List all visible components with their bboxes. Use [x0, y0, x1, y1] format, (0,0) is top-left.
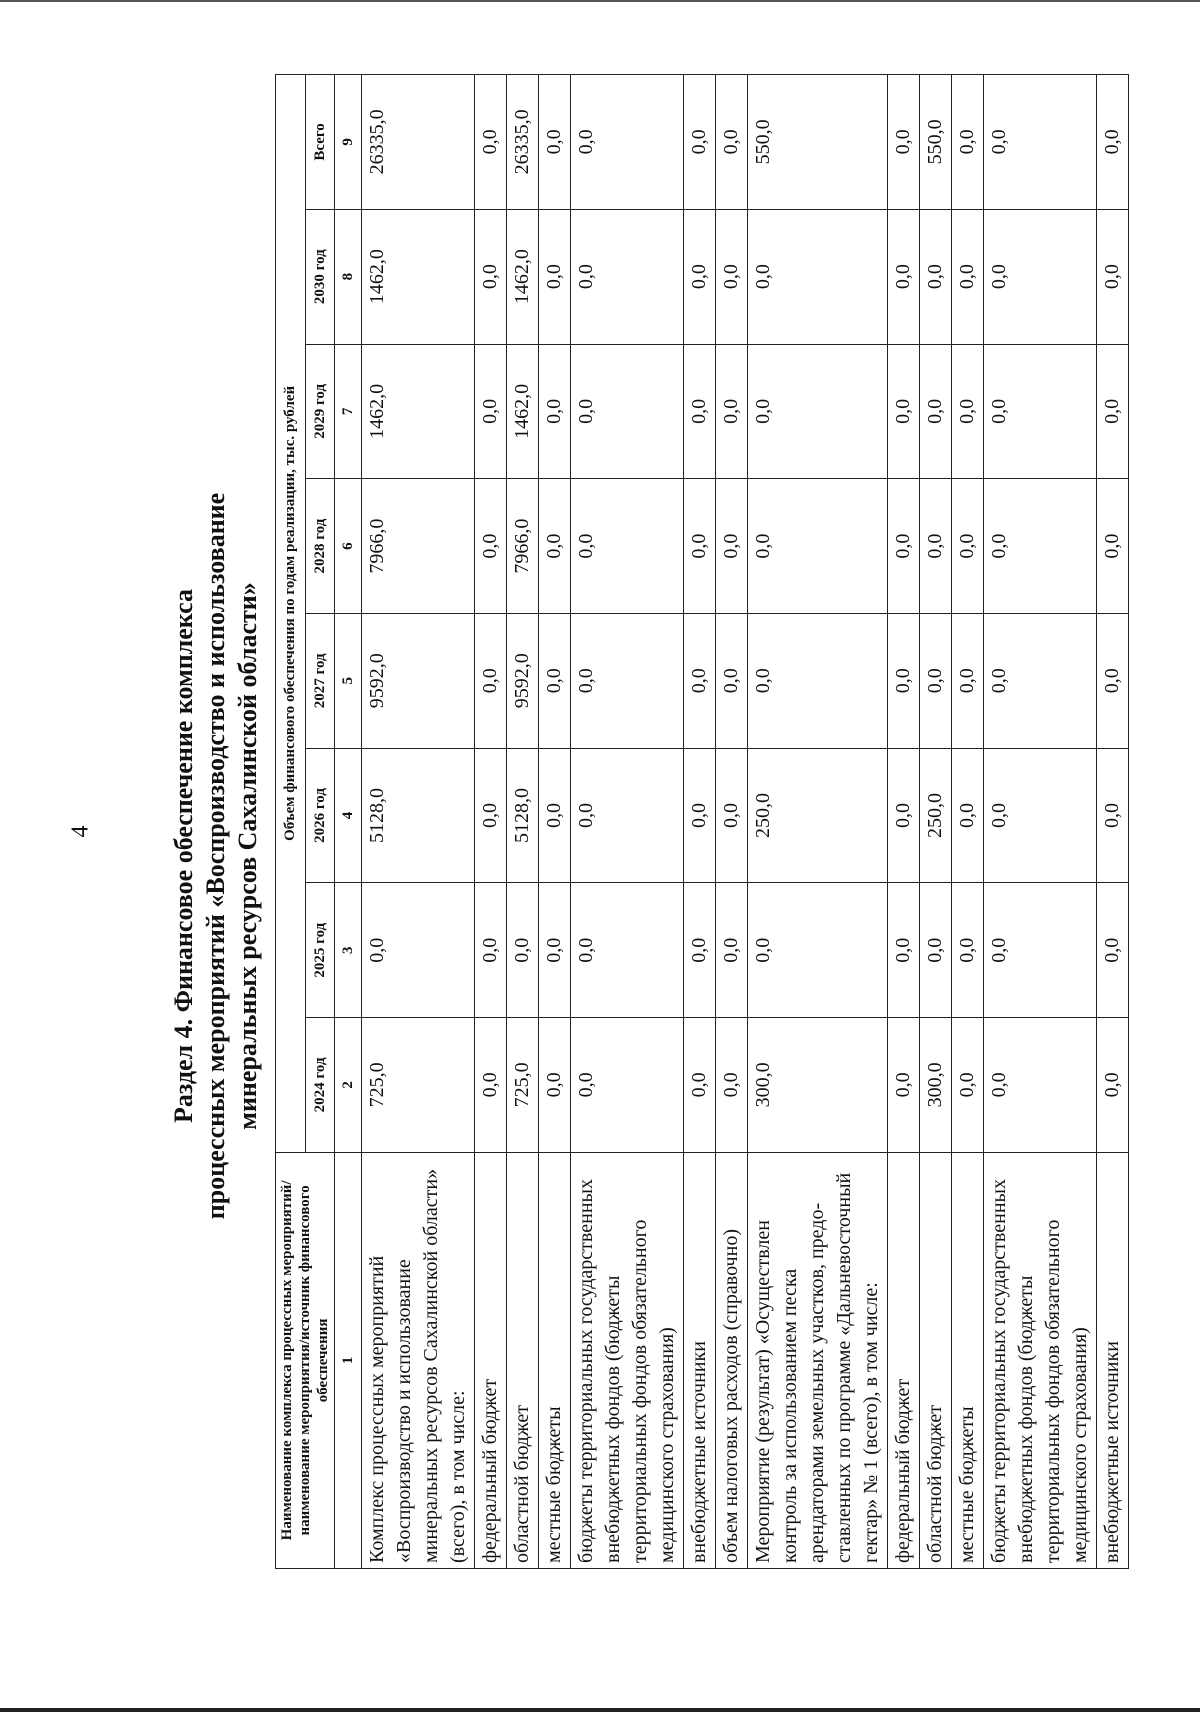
row-value-cell: 0,0	[539, 613, 571, 748]
row-value-cell: 0,0	[571, 344, 684, 479]
table-row	[362, 75, 475, 1569]
total-header: Всего	[305, 75, 335, 210]
row-value-cell: 300,0	[920, 1018, 952, 1153]
row-name-cell: федеральный бюджет	[475, 1152, 507, 1568]
row-name-cell: областной бюджет	[920, 1152, 952, 1568]
section-title-line: Раздел 4. Финансовое обеспечение комплекса	[169, 589, 198, 1123]
row-value-cell: 725,0	[507, 1018, 539, 1153]
table-row	[748, 75, 888, 1569]
year-header: 2025 год	[305, 883, 335, 1018]
column-number: 5	[335, 613, 362, 748]
row-value-cell: 0,0	[684, 479, 716, 614]
row-value-cell: 0,0	[684, 748, 716, 883]
row-value-cell: 0,0	[571, 209, 684, 344]
row-value-cell: 0,0	[888, 209, 920, 344]
row-name-cell: областной бюджет	[507, 1152, 539, 1568]
row-value-cell: 1462,0	[507, 344, 539, 479]
row-value-cell: 0,0	[984, 748, 1097, 883]
header-row	[276, 75, 306, 1569]
row-value-cell: 250,0	[748, 748, 888, 883]
row-value-cell: 725,0	[362, 1018, 475, 1153]
row-value-cell: 0,0	[748, 479, 888, 614]
row-value-cell: 0,0	[952, 748, 984, 883]
row-value-cell: 0,0	[920, 209, 952, 344]
scan-edge-bottom	[0, 1708, 1200, 1712]
row-value-cell: 0,0	[952, 209, 984, 344]
row-value-cell: 0,0	[539, 883, 571, 1018]
row-total-cell: 550,0	[920, 75, 952, 210]
row-value-cell: 0,0	[716, 479, 748, 614]
row-value-cell: 9592,0	[507, 613, 539, 748]
row-value-cell: 7966,0	[362, 479, 475, 614]
row-value-cell: 1462,0	[362, 209, 475, 344]
row-value-cell: 0,0	[475, 344, 507, 479]
row-name-cell: внебюджетные источники	[684, 1152, 716, 1568]
table-row	[952, 75, 984, 1569]
row-value-cell: 1462,0	[362, 344, 475, 479]
row-value-cell: 0,0	[984, 344, 1097, 479]
row-value-cell: 0,0	[716, 1018, 748, 1153]
row-value-cell: 0,0	[748, 613, 888, 748]
row-value-cell: 0,0	[684, 209, 716, 344]
row-name-cell: объем налоговых расходов (справочно)	[716, 1152, 748, 1568]
row-value-cell: 0,0	[748, 209, 888, 344]
row-value-cell: 0,0	[1097, 613, 1129, 748]
row-total-cell: 0,0	[888, 75, 920, 210]
year-header: 2028 год	[305, 479, 335, 614]
row-value-cell: 0,0	[716, 209, 748, 344]
row-value-cell: 7966,0	[507, 479, 539, 614]
row-value-cell: 0,0	[716, 344, 748, 479]
header-volume-cell: Объем финансового обеспечения по годам реализации, тыс. рублей	[276, 75, 306, 1153]
row-total-cell: 0,0	[716, 75, 748, 210]
row-value-cell: 0,0	[888, 1018, 920, 1153]
row-value-cell: 0,0	[952, 1018, 984, 1153]
row-value-cell: 0,0	[920, 613, 952, 748]
row-value-cell: 0,0	[1097, 344, 1129, 479]
row-value-cell: 0,0	[984, 479, 1097, 614]
row-value-cell: 0,0	[1097, 883, 1129, 1018]
row-name-cell: Мероприятие (результат) «Осуществлен контроль за использованием песка арендаторами земельных участков, предоставленных по программе «Дальневосточный гектар» № 1 (всего), в том числе:	[748, 1152, 888, 1568]
row-value-cell: 0,0	[1097, 479, 1129, 614]
row-value-cell: 0,0	[475, 1018, 507, 1153]
row-value-cell: 0,0	[507, 883, 539, 1018]
row-name-cell: федеральный бюджет	[888, 1152, 920, 1568]
year-header: 2027 год	[305, 613, 335, 748]
row-value-cell: 0,0	[716, 613, 748, 748]
row-value-cell: 0,0	[539, 748, 571, 883]
table-row	[475, 75, 507, 1569]
row-value-cell: 0,0	[475, 883, 507, 1018]
row-value-cell: 0,0	[571, 479, 684, 614]
row-value-cell: 0,0	[952, 883, 984, 1018]
row-name-cell: внебюджетные источники	[1097, 1152, 1129, 1568]
table-row	[507, 75, 539, 1569]
row-value-cell: 0,0	[888, 613, 920, 748]
row-value-cell: 0,0	[920, 479, 952, 614]
column-number: 1	[335, 1152, 362, 1568]
row-total-cell: 0,0	[539, 75, 571, 210]
row-value-cell: 0,0	[684, 883, 716, 1018]
row-value-cell: 0,0	[539, 344, 571, 479]
row-value-cell: 0,0	[684, 344, 716, 479]
year-header: 2029 год	[305, 344, 335, 479]
row-value-cell: 0,0	[684, 613, 716, 748]
row-value-cell: 0,0	[571, 883, 684, 1018]
row-value-cell: 0,0	[748, 883, 888, 1018]
row-value-cell: 0,0	[362, 883, 475, 1018]
row-value-cell: 0,0	[571, 748, 684, 883]
row-value-cell: 0,0	[888, 883, 920, 1018]
page-number: 4	[67, 825, 94, 838]
row-value-cell: 0,0	[539, 479, 571, 614]
table-row	[539, 75, 571, 1569]
table-body	[362, 75, 1129, 1569]
table-row	[684, 75, 716, 1569]
table-row	[888, 75, 920, 1569]
row-value-cell: 0,0	[475, 613, 507, 748]
row-value-cell: 0,0	[920, 883, 952, 1018]
row-value-cell: 5128,0	[507, 748, 539, 883]
year-header: 2026 год	[305, 748, 335, 883]
row-value-cell: 0,0	[716, 748, 748, 883]
row-total-cell: 0,0	[475, 75, 507, 210]
row-value-cell: 0,0	[475, 748, 507, 883]
row-value-cell: 0,0	[952, 344, 984, 479]
row-name-cell: местные бюджеты	[539, 1152, 571, 1568]
row-total-cell: 0,0	[984, 75, 1097, 210]
financing-table	[275, 74, 1129, 1569]
row-value-cell: 1462,0	[507, 209, 539, 344]
row-value-cell: 0,0	[984, 883, 1097, 1018]
row-value-cell: 0,0	[748, 344, 888, 479]
section-title-line: процессных мероприятий «Воспроизводство и использование	[201, 492, 230, 1220]
row-value-cell: 0,0	[571, 1018, 684, 1153]
row-value-cell: 9592,0	[362, 613, 475, 748]
table-row	[920, 75, 952, 1569]
row-value-cell: 0,0	[952, 479, 984, 614]
row-value-cell: 0,0	[539, 209, 571, 344]
column-number: 4	[335, 748, 362, 883]
row-total-cell: 0,0	[952, 75, 984, 210]
row-total-cell: 0,0	[1097, 75, 1129, 210]
year-header: 2030 год	[305, 209, 335, 344]
column-number: 6	[335, 479, 362, 614]
row-value-cell: 0,0	[684, 1018, 716, 1153]
row-total-cell: 26335,0	[362, 75, 475, 210]
row-name-cell: Комплекс процессных мероприятий «Воспроизводство и использование минеральных ресурсов Сахалинской области» (всего), в том числе:	[362, 1152, 475, 1568]
row-name-cell: бюджеты территориальных государственных внебюджетных фондов (бюджеты территориальных фондов обязательного медицинского страхования)	[571, 1152, 684, 1568]
row-value-cell: 0,0	[1097, 209, 1129, 344]
row-value-cell: 0,0	[984, 613, 1097, 748]
table-row	[571, 75, 684, 1569]
row-name-cell: бюджеты территориальных государственных внебюджетных фондов (бюджеты территориальных фондов обязательного медицинского страхования)	[984, 1152, 1097, 1568]
column-number: 2	[335, 1018, 362, 1153]
row-value-cell: 0,0	[888, 748, 920, 883]
row-total-cell: 0,0	[571, 75, 684, 210]
table-row	[1097, 75, 1129, 1569]
row-value-cell: 0,0	[920, 344, 952, 479]
row-total-cell: 0,0	[684, 75, 716, 210]
section-title	[168, 0, 264, 1712]
column-number: 3	[335, 883, 362, 1018]
row-total-cell: 550,0	[748, 75, 888, 210]
year-header: 2024 год	[305, 1018, 335, 1153]
row-value-cell: 5128,0	[362, 748, 475, 883]
column-number: 8	[335, 209, 362, 344]
row-value-cell: 0,0	[888, 479, 920, 614]
row-value-cell: 0,0	[952, 613, 984, 748]
row-value-cell: 0,0	[1097, 1018, 1129, 1153]
column-number-row	[335, 75, 362, 1569]
row-value-cell: 0,0	[716, 883, 748, 1018]
column-number: 9	[335, 75, 362, 210]
row-value-cell: 0,0	[571, 613, 684, 748]
row-name-cell: местные бюджеты	[952, 1152, 984, 1568]
row-value-cell: 0,0	[475, 209, 507, 344]
row-value-cell: 300,0	[748, 1018, 888, 1153]
table-row	[984, 75, 1097, 1569]
row-value-cell: 0,0	[984, 209, 1097, 344]
row-value-cell: 0,0	[984, 1018, 1097, 1153]
section-title-line: минеральных ресурсов Сахалинской области»	[233, 582, 262, 1130]
row-value-cell: 0,0	[475, 479, 507, 614]
row-total-cell: 26335,0	[507, 75, 539, 210]
row-value-cell: 0,0	[888, 344, 920, 479]
header-name-cell: Наименование комплекса процессных мероприятий/наименование мероприятия/источник финансового обеспечения	[276, 1152, 335, 1568]
row-value-cell: 0,0	[1097, 748, 1129, 883]
column-number: 7	[335, 344, 362, 479]
table-row	[716, 75, 748, 1569]
row-value-cell: 250,0	[920, 748, 952, 883]
row-value-cell: 0,0	[539, 1018, 571, 1153]
